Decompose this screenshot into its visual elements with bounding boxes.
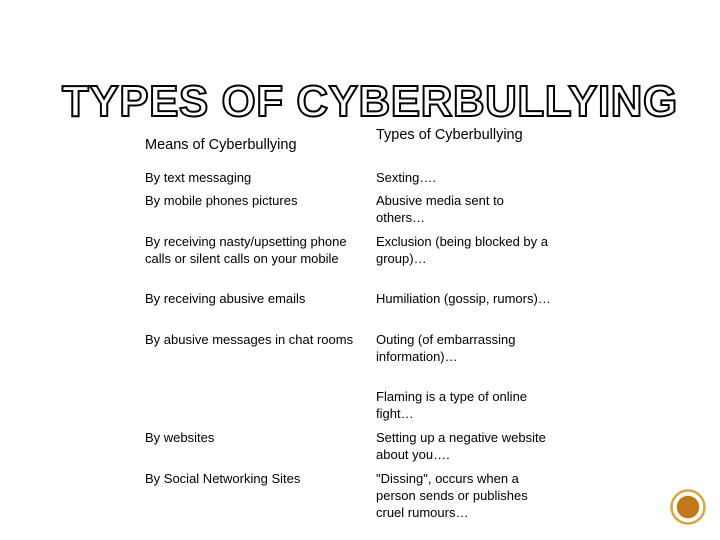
slide-title: TYPES OF CYBERBULLYING xyxy=(62,77,678,126)
type-cell: Setting up a negative website about you…. xyxy=(376,430,546,462)
type-cell: Humiliation (gossip, rumors)… xyxy=(376,291,551,306)
means-cell: By receiving nasty/upsetting phone calls or silent calls on your mobile xyxy=(145,234,347,266)
type-cell: Abusive media sent to others… xyxy=(376,193,504,225)
type-cell: "Dissing", occurs when a person sends or publishes cruel rumours… xyxy=(376,471,528,520)
means-cell: By Social Networking Sites xyxy=(145,471,301,486)
means-cell: By mobile phones pictures xyxy=(145,193,298,208)
means-cell: By abusive messages in chat rooms xyxy=(145,332,354,347)
means-cell: By text messaging xyxy=(145,170,252,185)
means-cell: By receiving abusive emails xyxy=(145,291,306,306)
type-cell: Exclusion (being blocked by a group)… xyxy=(376,234,548,266)
header-types: Types of Cyberbullying xyxy=(376,127,523,143)
header-means: Means of Cyberbullying xyxy=(145,137,297,153)
type-cell: Sexting…. xyxy=(376,170,436,185)
means-cell: By websites xyxy=(145,430,215,445)
circle-badge-icon xyxy=(670,489,706,525)
type-cell: Outing (of embarrassing information)… xyxy=(376,332,516,364)
type-cell: Flaming is a type of online fight… xyxy=(376,389,528,421)
